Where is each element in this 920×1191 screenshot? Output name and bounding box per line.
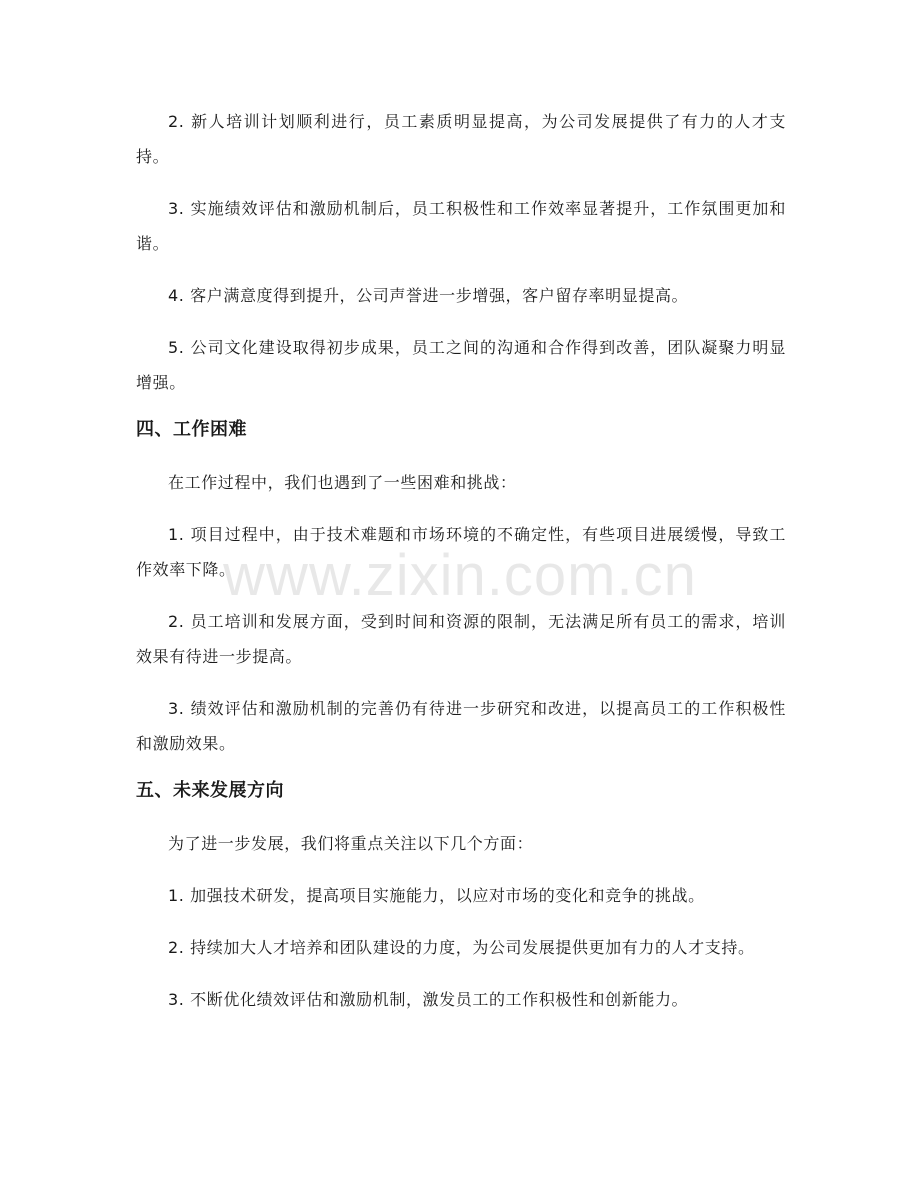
- achievement-item-3: 3. 实施绩效评估和激励机制后，员工积极性和工作效率显著提升，工作氛围更加和谐。: [136, 199, 786, 253]
- difficulty-item-1: 1. 项目过程中，由于技术难题和市场环境的不确定性，有些项目进展缓慢，导致工作效率下降。: [136, 525, 786, 579]
- future-item-3: 3. 不断优化绩效评估和激励机制，激发员工的工作积极性和创新能力。: [168, 990, 689, 1009]
- section-heading-difficulties: 四、工作困难: [136, 419, 247, 440]
- difficulty-item-2: 2. 员工培训和发展方面，受到时间和资源的限制，无法满足所有员工的需求，培训效果有待进一步提高。: [136, 612, 786, 666]
- achievement-item-2: 2. 新人培训计划顺利进行，员工素质明显提高，为公司发展提供了有力的人才支持。: [136, 112, 786, 166]
- watermark: www.zixin.com.cn: [223, 543, 697, 608]
- section-heading-future: 五、未来发展方向: [136, 780, 284, 801]
- future-item-1: 1. 加强技术研发，提高项目实施能力，以应对市场的变化和竞争的挑战。: [168, 886, 705, 905]
- future-intro: 为了进一步发展，我们将重点关注以下几个方面：: [168, 834, 534, 853]
- difficulties-intro: 在工作过程中，我们也遇到了一些困难和挑战：: [168, 473, 517, 492]
- achievement-item-5: 5. 公司文化建设取得初步成果，员工之间的沟通和合作得到改善，团队凝聚力明显增强。: [136, 338, 786, 392]
- future-item-2: 2. 持续加大人才培养和团队建设的力度，为公司发展提供更加有力的人才支持。: [168, 938, 755, 957]
- achievement-item-4: 4. 客户满意度得到提升，公司声誉进一步增强，客户留存率明显提高。: [168, 286, 689, 305]
- document-body: [136, 104, 786, 1034]
- difficulty-item-3: 3. 绩效评估和激励机制的完善仍有待进一步研究和改进，以提高员工的工作积极性和激励效果。: [136, 699, 786, 753]
